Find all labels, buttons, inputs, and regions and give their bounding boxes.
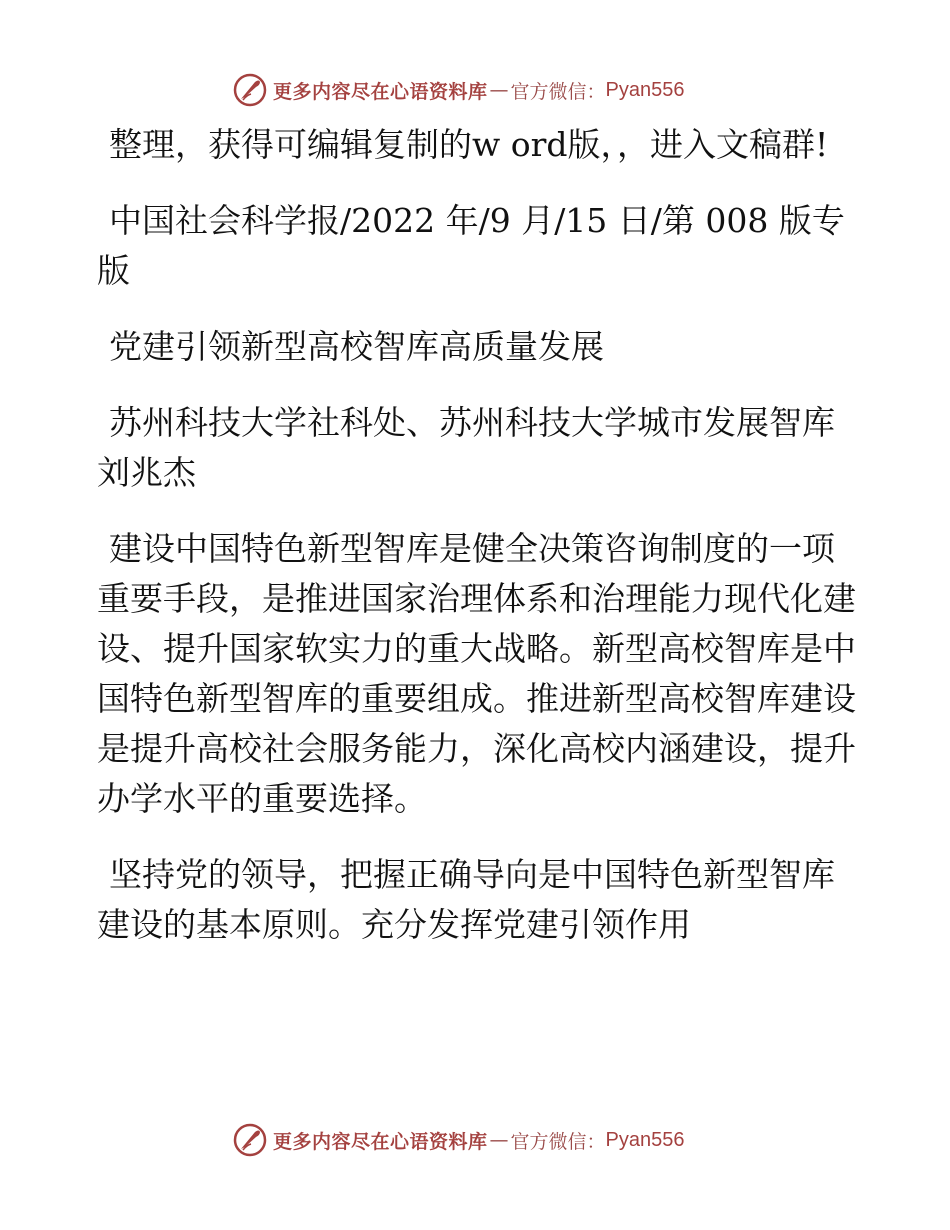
wechat-label: 官方微信： xyxy=(510,80,606,103)
quill-logo-icon xyxy=(233,73,267,107)
article-title: 党建引领新型高校智库高质量发展 xyxy=(109,327,604,366)
wechat-id: Pyan556 xyxy=(605,1128,685,1151)
intro-paragraph: 整理，获得可编辑复制的w ord版，，进入文稿群! xyxy=(109,125,829,164)
document-body xyxy=(97,120,868,976)
banner-text: 更多内容尽在心语资料库 xyxy=(273,1130,488,1153)
wechat-label: 官方微信： xyxy=(510,1130,606,1153)
banner-dash: — xyxy=(489,79,509,101)
body-paragraph: 建设中国特色新型智库是健全决策咨询制度的一项重要手段，是推进国家治理体系和治理能力现代化建设、提升国家软实力的重大战略。新型高校智库是中国特色新型智库的重要组成。推进新型高校智库建设是提升高校社会服务能力，深化高校内涵建设，提升办学水平的重要选择。 xyxy=(97,529,856,818)
source-line: 中国社会科学报/2022 年/9 月/15 日/第 008 版专版 xyxy=(97,201,845,290)
header-banner[interactable] xyxy=(233,70,713,110)
quill-logo-icon xyxy=(233,1123,267,1157)
author-line: 苏州科技大学社科处、苏州科技大学城市发展智库 刘兆杰 xyxy=(97,403,868,492)
footer-banner[interactable] xyxy=(233,1120,713,1160)
banner-text: 更多内容尽在心语资料库 xyxy=(273,80,488,103)
body-paragraph: 坚持党的领导，把握正确导向是中国特色新型智库建设的基本原则。充分发挥党建引领作用 xyxy=(97,855,835,944)
wechat-id: Pyan556 xyxy=(605,78,685,101)
banner-dash: — xyxy=(489,1129,509,1151)
